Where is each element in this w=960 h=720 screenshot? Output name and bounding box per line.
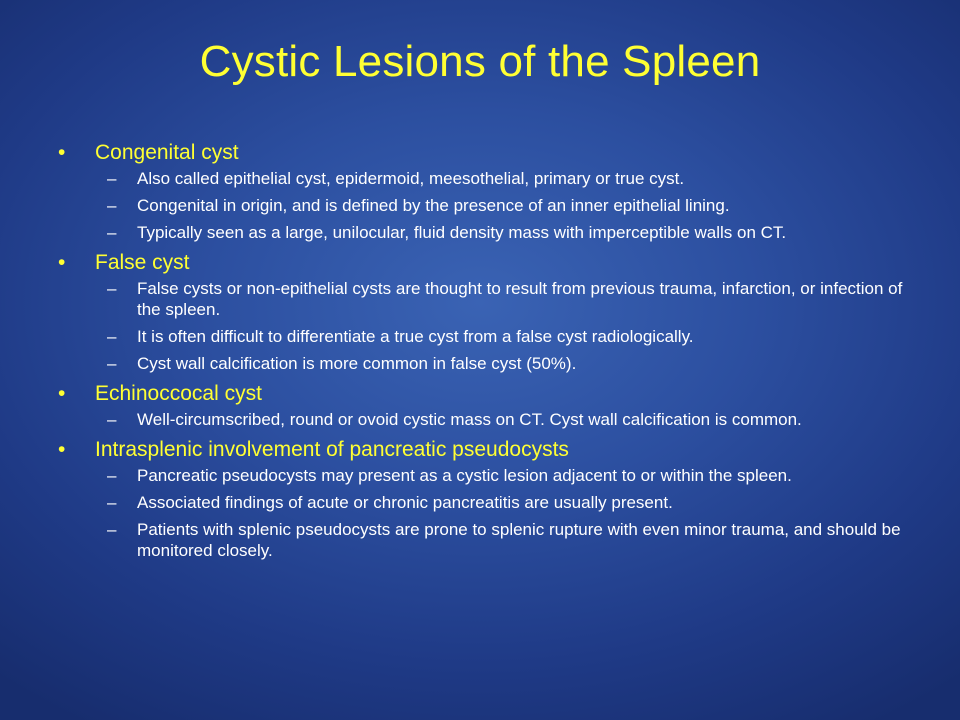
dash-icon: –	[107, 410, 117, 429]
sub-bullet	[58, 409, 918, 430]
sub-bullet	[58, 492, 918, 513]
bullet-heading-text: Intrasplenic involvement of pancreatic pseudocysts	[95, 438, 569, 461]
dash-icon: –	[107, 327, 117, 346]
dash-icon: –	[107, 279, 117, 298]
dash-icon: –	[107, 466, 117, 485]
bullet-heading	[58, 249, 918, 276]
sub-bullet	[58, 278, 918, 320]
sub-bullet-text: Also called epithelial cyst, epidermoid, meesothelial, primary or true cyst.	[137, 169, 685, 188]
sub-bullet-text: Typically seen as a large, unilocular, fluid density mass with imperceptible walls on CT.	[137, 223, 787, 242]
bullet-heading-text: Echinoccocal cyst	[95, 382, 262, 405]
sub-bullet	[58, 222, 918, 243]
sub-bullet-list	[58, 409, 918, 430]
dash-icon: –	[107, 223, 117, 242]
bullet-dot-icon: •	[58, 251, 66, 274]
sub-bullet-text: Pancreatic pseudocysts may present as a cystic lesion adjacent to or within the spleen.	[137, 466, 792, 485]
sub-bullet-list	[58, 168, 918, 243]
section-pancreatic-pseudocysts	[58, 436, 918, 561]
slide-content	[58, 139, 918, 567]
dash-icon: –	[107, 354, 117, 373]
section-congenital-cyst	[58, 139, 918, 243]
sub-bullet	[58, 353, 918, 374]
bullet-dot-icon: •	[58, 141, 66, 164]
sub-bullet	[58, 168, 918, 189]
sub-bullet-text: Patients with splenic pseudocysts are prone to splenic rupture with even minor trauma, and should be monitored closely.	[137, 520, 901, 560]
section-echinoccocal-cyst	[58, 380, 918, 430]
bullet-heading	[58, 139, 918, 166]
sub-bullet-list	[58, 465, 918, 561]
sub-bullet	[58, 326, 918, 347]
bullet-heading	[58, 380, 918, 407]
dash-icon: –	[107, 196, 117, 215]
bullet-heading-text: Congenital cyst	[95, 141, 239, 164]
sub-bullet	[58, 195, 918, 216]
bullet-heading-text: False cyst	[95, 251, 190, 274]
sub-bullet-text: It is often difficult to differentiate a true cyst from a false cyst radiologically.	[137, 327, 694, 346]
dash-icon: –	[107, 493, 117, 512]
sub-bullet-list	[58, 278, 918, 374]
bullet-dot-icon: •	[58, 382, 66, 405]
section-false-cyst	[58, 249, 918, 374]
bullet-heading	[58, 436, 918, 463]
sub-bullet	[58, 465, 918, 486]
sub-bullet-text: Cyst wall calcification is more common in false cyst (50%).	[137, 354, 577, 373]
sub-bullet-text: Associated findings of acute or chronic pancreatitis are usually present.	[137, 493, 673, 512]
slide-title: Cystic Lesions of the Spleen	[199, 37, 761, 86]
sub-bullet	[58, 519, 918, 561]
dash-icon: –	[107, 520, 117, 539]
sub-bullet-text: Congenital in origin, and is defined by the presence of an inner epithelial lining.	[137, 196, 730, 215]
sub-bullet-text: Well-circumscribed, round or ovoid cystic mass on CT. Cyst wall calcification is common.	[137, 410, 802, 429]
dash-icon: –	[107, 169, 117, 188]
sub-bullet-text: False cysts or non-epithelial cysts are thought to result from previous trauma, infarction, or infection of the spleen.	[137, 279, 903, 319]
bullet-dot-icon: •	[58, 438, 66, 461]
